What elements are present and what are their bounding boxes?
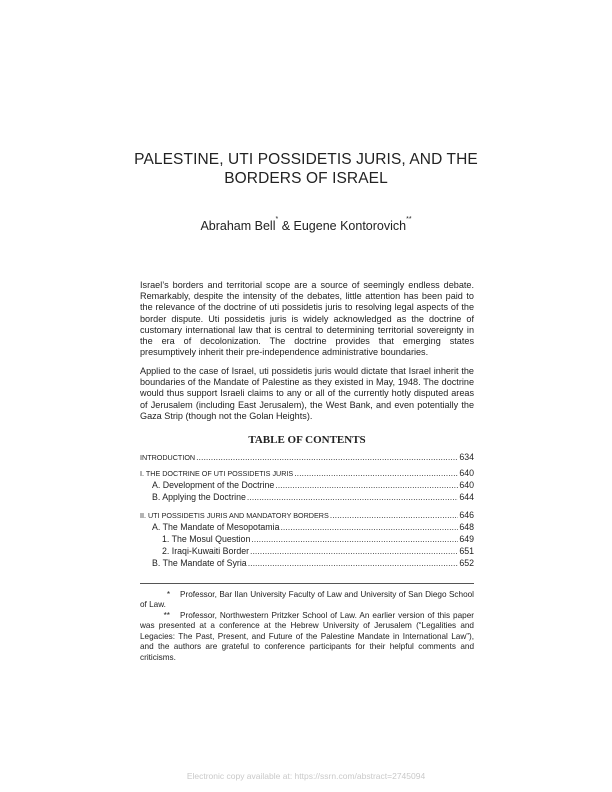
toc-entry-1a[interactable] (152, 480, 474, 491)
toc-leader (250, 546, 458, 556)
footnote-text: Professor, Northwestern Pritzker School of Law. An earlier version of this paper was presented at a conference at the Hebrew University of Jerusalem (“Legalities and Legacies: The Past, Present, and Future of the Palestine Mandate in International Law”), and the authors are grateful to conference participants for their helpful comments and criticisms. (140, 611, 474, 662)
toc-page: 651 (459, 546, 474, 556)
ssrn-footer: Electronic copy available at: https://ssrn.com/abstract=2745094 (186, 771, 426, 781)
toc-page: 646 (459, 510, 474, 520)
footnote-2 (140, 611, 474, 663)
toc-page: 652 (459, 558, 474, 568)
paper-title (80, 150, 532, 188)
footnote-text: Professor, Bar Ilan University Faculty of Law and University of San Diego School of Law. (140, 590, 474, 610)
toc-label: I. THE DOCTRINE OF UTI POSSIDETIS JURIS (140, 469, 294, 478)
toc-leader (248, 558, 459, 568)
toc-entry-part-2[interactable] (140, 510, 474, 521)
toc-page: 644 (459, 492, 474, 502)
toc-entry-introduction[interactable] (140, 452, 474, 463)
title-line-1: PALESTINE, UTI POSSIDETIS JURIS, AND THE (134, 151, 478, 168)
author-bell: Abraham Bell (200, 219, 276, 233)
toc-entry-2a-1[interactable] (162, 534, 474, 545)
toc-page: 649 (459, 534, 474, 544)
footnote-marker: * (166, 590, 170, 599)
toc-entry-2a-2[interactable] (162, 546, 474, 557)
toc-entry-1b[interactable] (152, 492, 474, 503)
toc-leader (251, 534, 458, 544)
footnote-divider (140, 583, 474, 584)
toc-label: 1. The Mosul Question (162, 534, 251, 544)
toc-label: A. The Mandate of Mesopotamia (152, 522, 280, 532)
toc-page: 640 (459, 468, 474, 478)
toc-leader (280, 522, 458, 532)
toc-page: 640 (459, 480, 474, 490)
footnote-mark-2: ** (406, 216, 412, 223)
author-line (80, 216, 532, 233)
footnote-1 (140, 590, 474, 611)
author-kontorovich: Eugene Kontorovich (293, 219, 407, 233)
toc-label: A. Development of the Doctrine (152, 480, 275, 490)
toc-label: B. The Mandate of Syria (152, 558, 247, 568)
toc-page: 648 (459, 522, 474, 532)
toc-entry-part-1[interactable] (140, 468, 474, 479)
author-joiner: & (278, 219, 294, 233)
toc-heading: TABLE OF CONTENTS (248, 434, 366, 446)
toc-leader (330, 510, 459, 520)
toc-label: 2. Iraqi-Kuwaiti Border (162, 546, 250, 556)
toc-entry-2b[interactable] (152, 558, 474, 569)
toc-label: B. Applying the Doctrine (152, 492, 246, 502)
toc-page: 634 (459, 452, 474, 462)
abstract-paragraph-1: Israel’s borders and territorial scope are a source of seemingly endless debate. Remarkably, despite the intensity of the debates, little attention has been paid to the relevance of the doctrine of uti possidetis juris to resolving legal aspects of the border dispute. Uti possidetis juris is widely acknowledged as the doctrine of customary international law that is central to determining territorial sovereignty in the era of decolonization. The doctrine provides that emerging states presumptively inherit their pre-independence administrative boundaries. (140, 280, 474, 358)
toc-entry-2a[interactable] (152, 522, 474, 533)
abstract-paragraph-2: Applied to the case of Israel, uti possidetis juris would dictate that Israel inherit the boundaries of the Mandate of Palestine as they existed in May, 1948. The doctrine would thus support Israeli claims to any or all of the currently hotly disputed areas of Jerusalem (including East Jerusalem), the West Bank, and even potentially the Gaza Strip (though not the Golan Heights). (140, 366, 474, 421)
toc-leader (196, 452, 458, 462)
toc-label: II. UTI POSSIDETIS JURIS AND MANDATORY BORDERS (140, 511, 329, 520)
toc-leader (294, 468, 458, 478)
footnote-marker: ** (163, 611, 170, 620)
toc-leader (275, 480, 458, 490)
footnote-mark-1: * (275, 216, 279, 223)
toc-leader (247, 492, 458, 502)
title-line-2: BORDERS OF ISRAEL (224, 170, 388, 187)
toc-label: INTRODUCTION (140, 453, 196, 462)
